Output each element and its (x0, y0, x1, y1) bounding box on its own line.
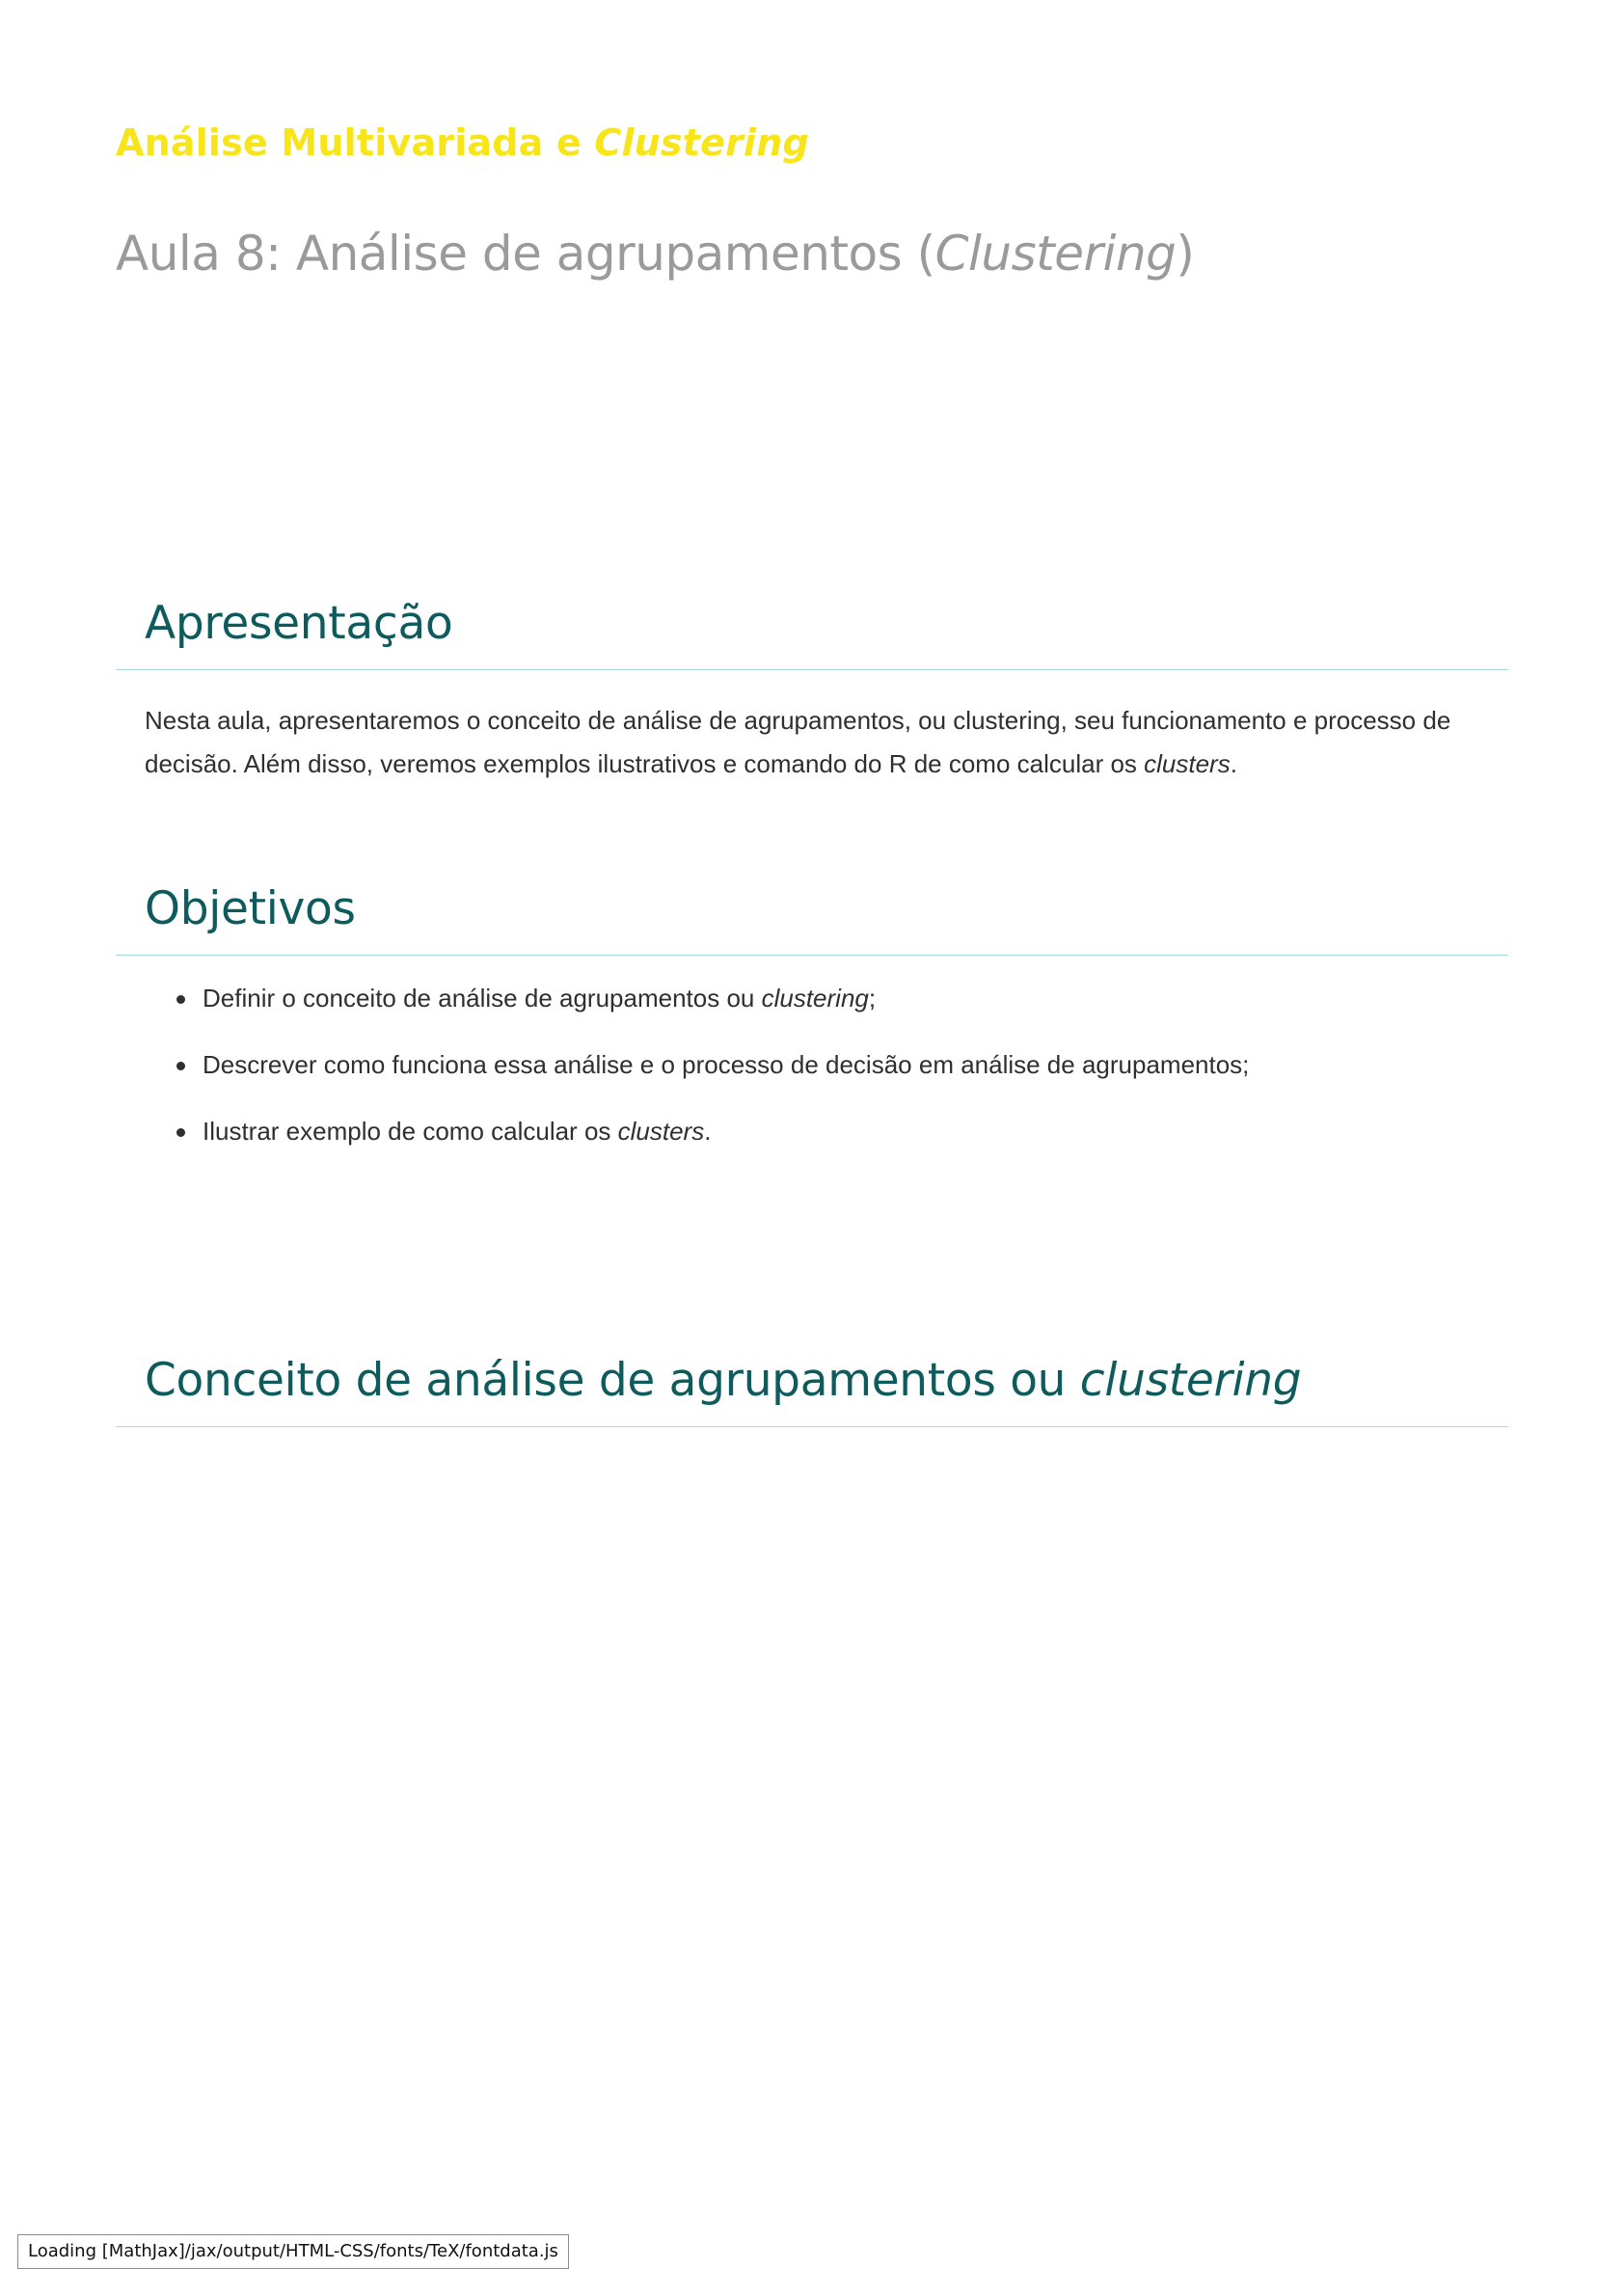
objective-text-end: ; (868, 984, 877, 1013)
objectives-list (116, 977, 1508, 1153)
objective-text: Definir o conceito de análise de agrupamentos ou (203, 984, 762, 1013)
section-divider (116, 1426, 1508, 1427)
section-divider (116, 955, 1508, 956)
objective-text-end: . (704, 1117, 712, 1146)
objective-text: Descrever como funciona essa análise e o processo de decisão em análise de agrupamentos; (203, 1050, 1250, 1079)
list-item (116, 977, 1508, 1020)
section-heading-objetivos: Objetivos (145, 882, 356, 935)
section-heading-conceito (116, 1349, 1508, 1413)
lesson-title-text: Aula 8: Análise de agrupamentos ( (116, 226, 935, 282)
lesson-title (116, 226, 1194, 282)
section-objetivos (116, 878, 1508, 1176)
apresentacao-paragraph (145, 699, 1475, 786)
conceito-heading-emphasis: clustering (1079, 1354, 1302, 1407)
lesson-title-emphasis: Clustering (934, 226, 1177, 282)
course-title-emphasis: Clustering (594, 122, 809, 164)
bullet-icon (176, 995, 185, 1004)
list-item (116, 1043, 1508, 1087)
section-apresentacao (116, 592, 1508, 786)
apresentacao-text-end: . (1230, 749, 1237, 778)
course-title (116, 122, 809, 164)
section-divider (116, 669, 1508, 670)
objective-text: Ilustrar exemplo de como calcular os (203, 1117, 618, 1146)
lesson-title-close: ) (1176, 226, 1195, 282)
conceito-heading-text: Conceito de análise de agrupamentos ou (145, 1354, 1080, 1407)
section-heading-apresentacao: Apresentação (145, 597, 453, 650)
bullet-icon (176, 1128, 185, 1137)
section-conceito (116, 1349, 1508, 1427)
objective-emphasis: clusters (617, 1117, 705, 1146)
list-item (116, 1110, 1508, 1153)
mathjax-loading-status: Loading [MathJax]/jax/output/HTML-CSS/fonts/TeX/fontdata.js (17, 2234, 569, 2269)
apresentacao-text: Nesta aula, apresentaremos o conceito de análise de agrupamentos, ou clustering, seu funcionamento e processo de decisão. Além disso, veremos exemplos ilustrativos e comando do R de como calcular os (145, 706, 1451, 778)
course-title-text: Análise Multivariada e (116, 122, 595, 164)
bullet-icon (176, 1062, 185, 1070)
apresentacao-emphasis: clusters (1144, 749, 1231, 778)
objective-emphasis: clustering (761, 984, 869, 1013)
